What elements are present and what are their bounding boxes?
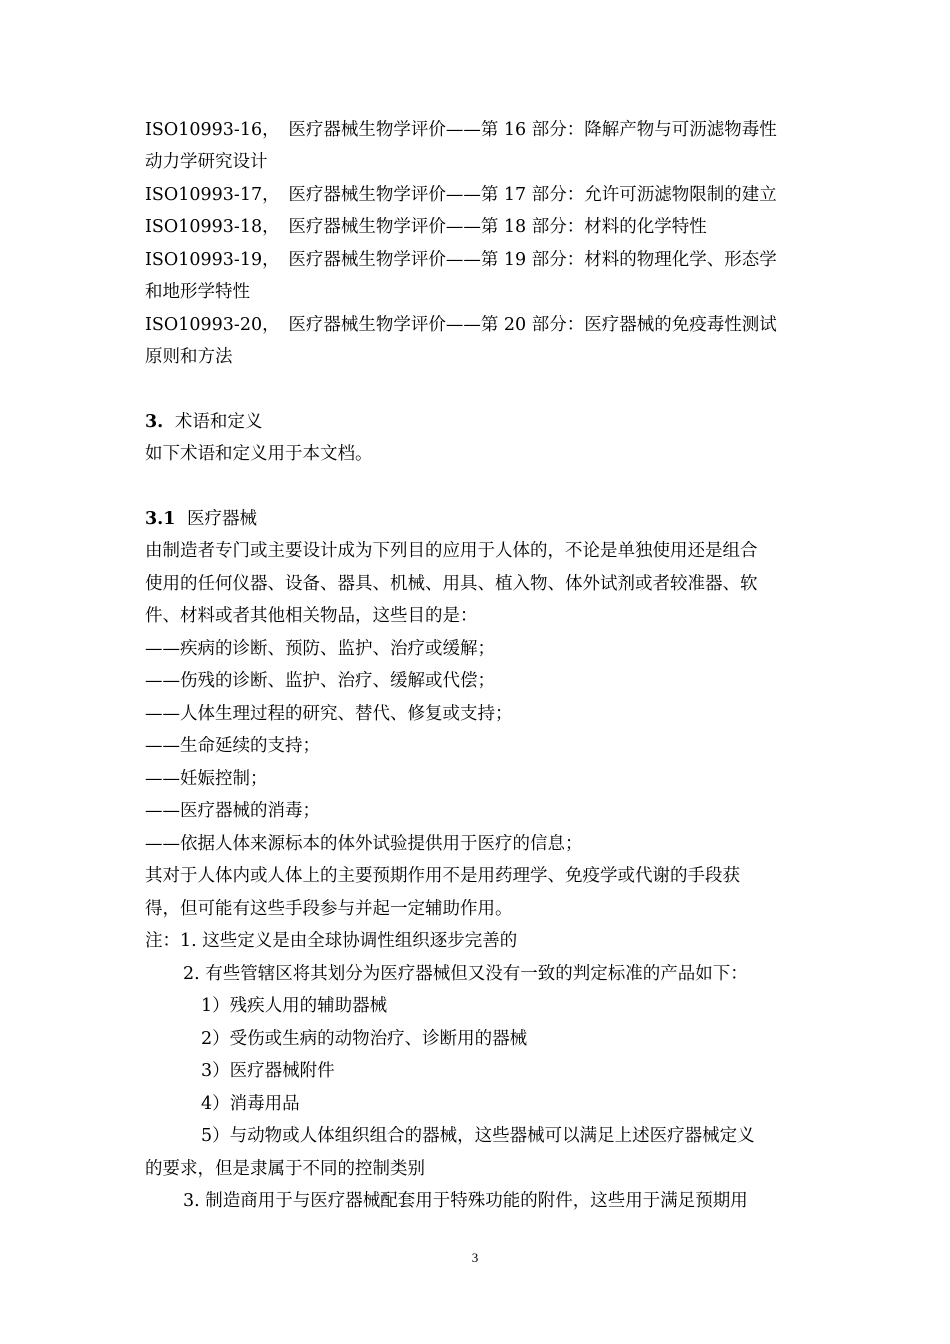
subsection-number: 3.1 — [145, 509, 176, 529]
note-line: 2. 有些管辖区将其划分为医疗器械但又没有一致的判定标准的产品如下： — [183, 964, 748, 984]
body-line: ——伤残的诊断、监护、治疗、缓解或代偿； — [145, 671, 495, 691]
section-intro: 如下术语和定义用于本文档。 — [145, 444, 373, 464]
note-line: 注：1. 这些定义是由全球协调性组织逐步完善的 — [145, 931, 518, 951]
body-line: ——依据人体来源标本的体外试验提供用于医疗的信息； — [145, 834, 583, 854]
section-title: 术语和定义 — [174, 412, 263, 432]
body-line: 其对于人体内或人体上的主要预期作用不是用药理学、免疫学或代谢的手段获 — [145, 866, 740, 886]
reference-line: 动力学研究设计 — [145, 152, 268, 172]
reference-line: ISO10993-16， 医疗器械生物学评价——第 16 部分：降解产物与可沥滤物毒性 — [145, 120, 777, 140]
body-line: 由制造者专门或主要设计成为下列目的应用于人体的，不论是单独使用还是组合 — [145, 541, 758, 561]
section-heading — [145, 410, 262, 434]
reference-line: 原则和方法 — [145, 347, 233, 367]
reference-line: ISO10993-19， 医疗器械生物学评价——第 19 部分：材料的物理化学、形态学 — [145, 250, 777, 270]
body-line: 得，但可能有这些手段参与并起一定辅助作用。 — [145, 899, 513, 919]
section-number: 3. — [145, 412, 164, 432]
reference-line: ISO10993-17， 医疗器械生物学评价——第 17 部分：允许可沥滤物限制的建立 — [145, 185, 777, 205]
subsection-heading — [145, 507, 257, 531]
body-line: ——生命延续的支持； — [145, 736, 320, 756]
note-item: 3）医疗器械附件 — [201, 1061, 335, 1081]
body-line: ——疾病的诊断、预防、监护、治疗或缓解； — [145, 639, 495, 659]
body-line: ——妊娠控制； — [145, 769, 268, 789]
reference-line: 和地形学特性 — [145, 282, 250, 302]
note-line: 3. 制造商用于与医疗器械配套用于特殊功能的附件，这些用于满足预期用 — [183, 1191, 748, 1211]
body-line: 使用的任何仪器、设备、器具、机械、用具、植入物、体外试剂或者较准器、软 — [145, 574, 758, 594]
body-line: 件、材料或者其他相关物品，这些目的是： — [145, 606, 478, 626]
reference-line: ISO10993-20， 医疗器械生物学评价——第 20 部分：医疗器械的免疫毒性测试 — [145, 315, 777, 335]
note-item: 5）与动物或人体组织组合的器械，这些器械可以满足上述医疗器械定义 — [201, 1126, 755, 1146]
reference-line: ISO10993-18， 医疗器械生物学评价——第 18 部分：材料的化学特性 — [145, 217, 707, 237]
body-line: ——人体生理过程的研究、替代、修复或支持； — [145, 704, 513, 724]
note-item: 的要求，但是隶属于不同的控制类别 — [145, 1159, 425, 1179]
note-item: 1）残疾人用的辅助器械 — [201, 996, 388, 1016]
note-item: 4）消毒用品 — [201, 1094, 300, 1114]
body-line: ——医疗器械的消毒； — [145, 801, 320, 821]
subsection-title: 医疗器械 — [187, 509, 258, 529]
page-number: 3 — [471, 1250, 479, 1265]
note-item: 2）受伤或生病的动物治疗、诊断用的器械 — [201, 1029, 528, 1049]
